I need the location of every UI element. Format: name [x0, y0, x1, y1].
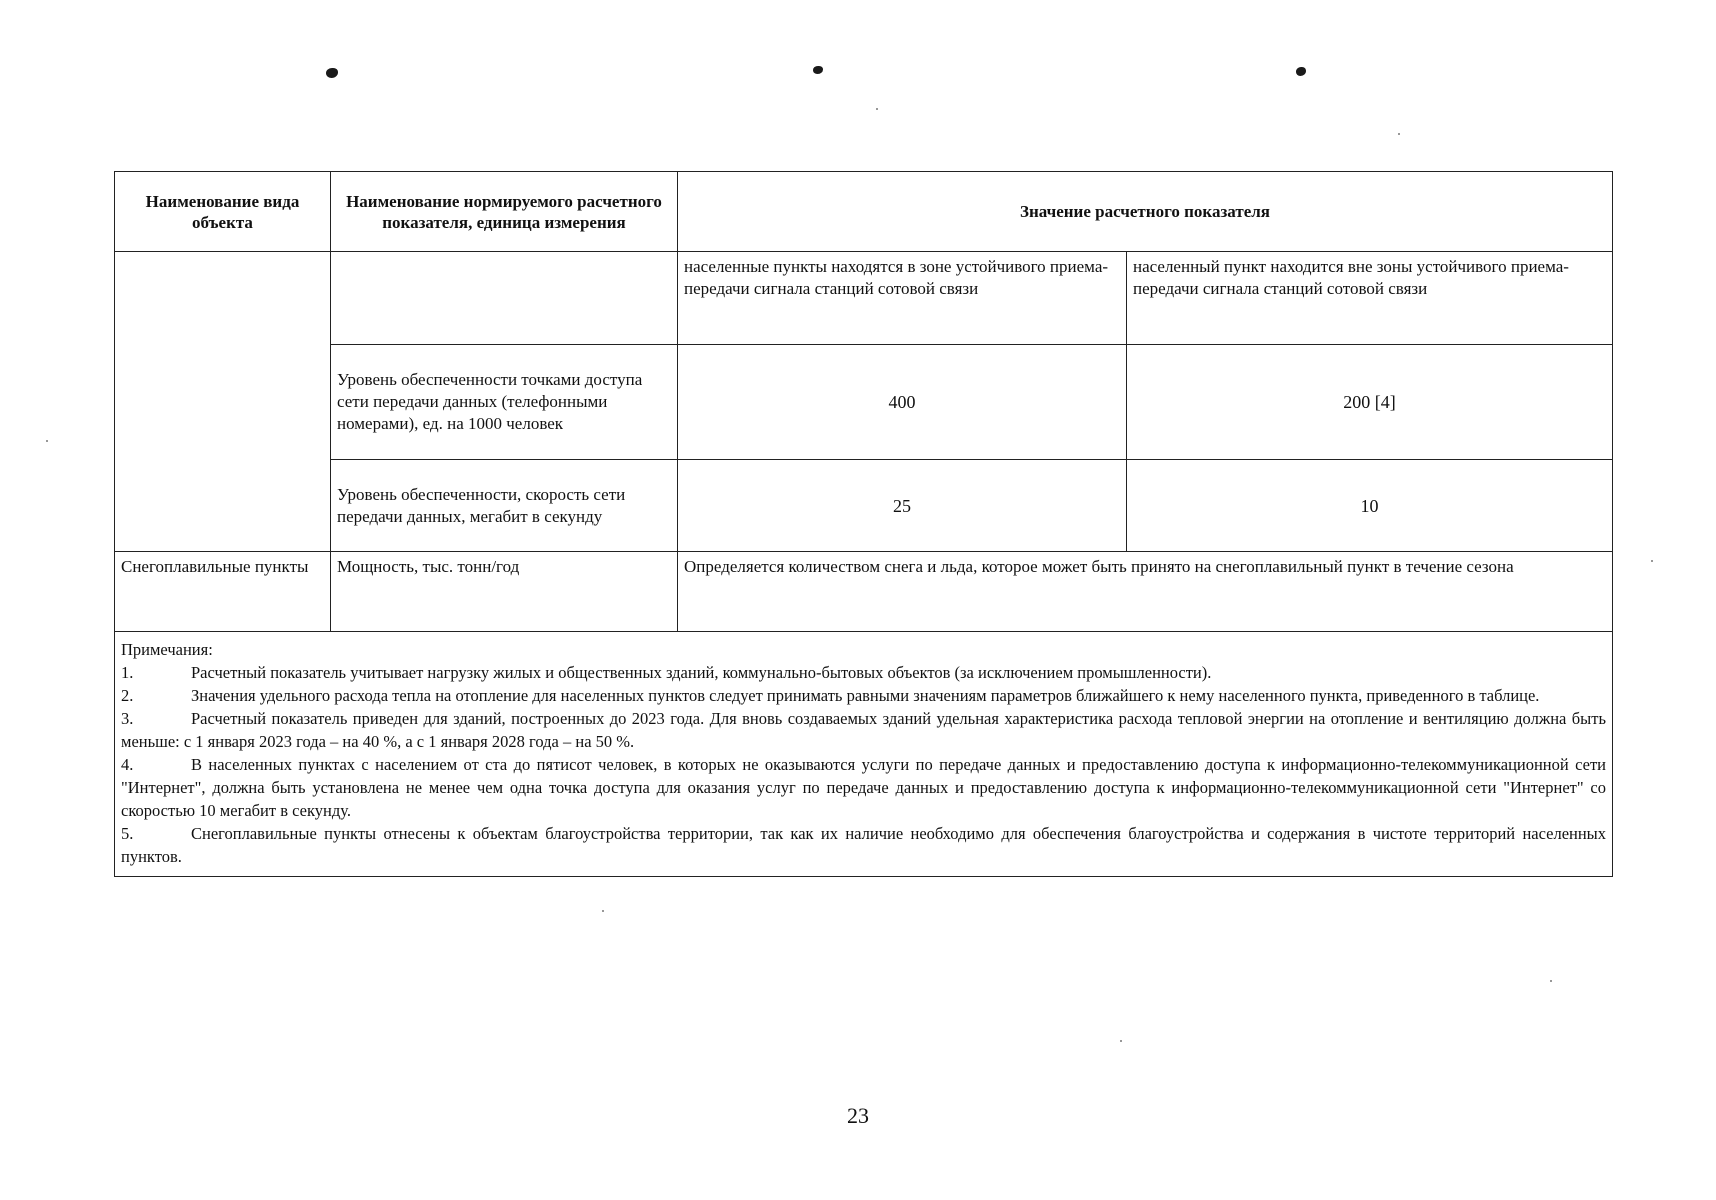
- value-access-points-out-zone: 200 [4]: [1127, 345, 1613, 460]
- table-row-snow: [115, 552, 1613, 632]
- note-item: [121, 707, 1606, 753]
- indicators-table: [114, 171, 1613, 877]
- header-value: Значение расчетного показателя: [678, 172, 1613, 252]
- scan-mark-left: [326, 68, 338, 78]
- note-text: Расчетный показатель учитывает нагрузку жилых и общественных зданий, коммунально-бытовых объектов (за исключением промышленности).: [191, 663, 1212, 682]
- object-snow-melting: Снегоплавильные пункты: [115, 552, 331, 632]
- scan-speck: [1550, 980, 1552, 982]
- scan-mark-center: [813, 66, 823, 74]
- note-item: [121, 753, 1606, 822]
- scan-speck: [1651, 560, 1653, 562]
- indicator-access-points: Уровень обеспеченности точками доступа сети передачи данных (телефонными номерами), ед. на 1000 человек: [331, 345, 678, 460]
- note-item: [121, 661, 1606, 684]
- header-object-type: Наименование вида объекта: [115, 172, 331, 252]
- scan-speck: [1398, 133, 1400, 135]
- note-text: В населенных пунктах с населением от ста до пятисот человек, в которых не оказываются услуги по передаче данных и предоставлению доступа к информационно-телекоммуникационной сети "Интернет", должна быть установлена не менее чем одна точка доступа для оказания услуг по передаче данных и предоставлению доступа к информационно-телекоммуникационной сети "Интернет" со скоростью 10 мегабит в секунду.: [121, 755, 1607, 820]
- indicator-snow-capacity: Мощность, тыс. тонн/год: [331, 552, 678, 632]
- table-row: [115, 460, 1613, 552]
- object-type-cell-empty: [115, 252, 331, 552]
- subheader-zone-in: населенные пункты находятся в зоне устойчивого приема-передачи сигнала станций сотовой связи: [678, 252, 1127, 345]
- note-number: 5.: [121, 824, 134, 843]
- value-speed-in-zone: 25: [678, 460, 1127, 552]
- table-row: [115, 345, 1613, 460]
- note-item: [121, 822, 1606, 868]
- note-item: [121, 684, 1606, 707]
- note-text: Значения удельного расхода тепла на отопление для населенных пунктов следует принимать равными значениям параметров ближайшего к нему населенного пункта, приведенного в таблице.: [191, 686, 1540, 705]
- table-notes-row: [115, 632, 1613, 877]
- value-snow-capacity: Определяется количеством снега и льда, которое может быть принято на снегоплавильный пункт в течение сезона: [678, 552, 1613, 632]
- scan-mark-right: [1296, 67, 1306, 76]
- notes-title: Примечания:: [121, 640, 213, 659]
- notes-cell: [115, 632, 1613, 877]
- subheader-zone-out: населенный пункт находится вне зоны устойчивого приема-передачи сигнала станций сотовой связи: [1127, 252, 1613, 345]
- header-indicator: Наименование нормируемого расчетного показателя, единица измерения: [331, 172, 678, 252]
- note-number: 3.: [121, 709, 134, 728]
- value-speed-out-zone: 10: [1127, 460, 1613, 552]
- note-text: Расчетный показатель приведен для зданий, построенных до 2023 года. Для вновь создаваемых зданий удельная характеристика расхода тепловой энергии на отопление и вентиляцию должна быть меньше: с 1 января 2023 года – на 40 %, а с 1 января 2028 года – на 50 %.: [121, 709, 1607, 751]
- scan-speck: [1120, 1040, 1122, 1042]
- scan-speck: [876, 108, 878, 110]
- value-access-points-in-zone: 400: [678, 345, 1127, 460]
- page-number: 23: [847, 1103, 869, 1128]
- scan-speck: [602, 910, 604, 912]
- indicator-cell-empty: [331, 252, 678, 345]
- note-number: 4.: [121, 755, 134, 774]
- scan-speck: [46, 440, 48, 442]
- note-number: 2.: [121, 686, 134, 705]
- note-number: 1.: [121, 663, 134, 682]
- table-subheader-row: [115, 252, 1613, 345]
- note-text: Снегоплавильные пункты отнесены к объектам благоустройства территории, так как их наличие необходимо для обеспечения благоустройства и содержания в чистоте территорий населенных пунктов.: [121, 824, 1607, 866]
- table-header-row: [115, 172, 1613, 252]
- indicator-network-speed: Уровень обеспеченности, скорость сети передачи данных, мегабит в секунду: [331, 460, 678, 552]
